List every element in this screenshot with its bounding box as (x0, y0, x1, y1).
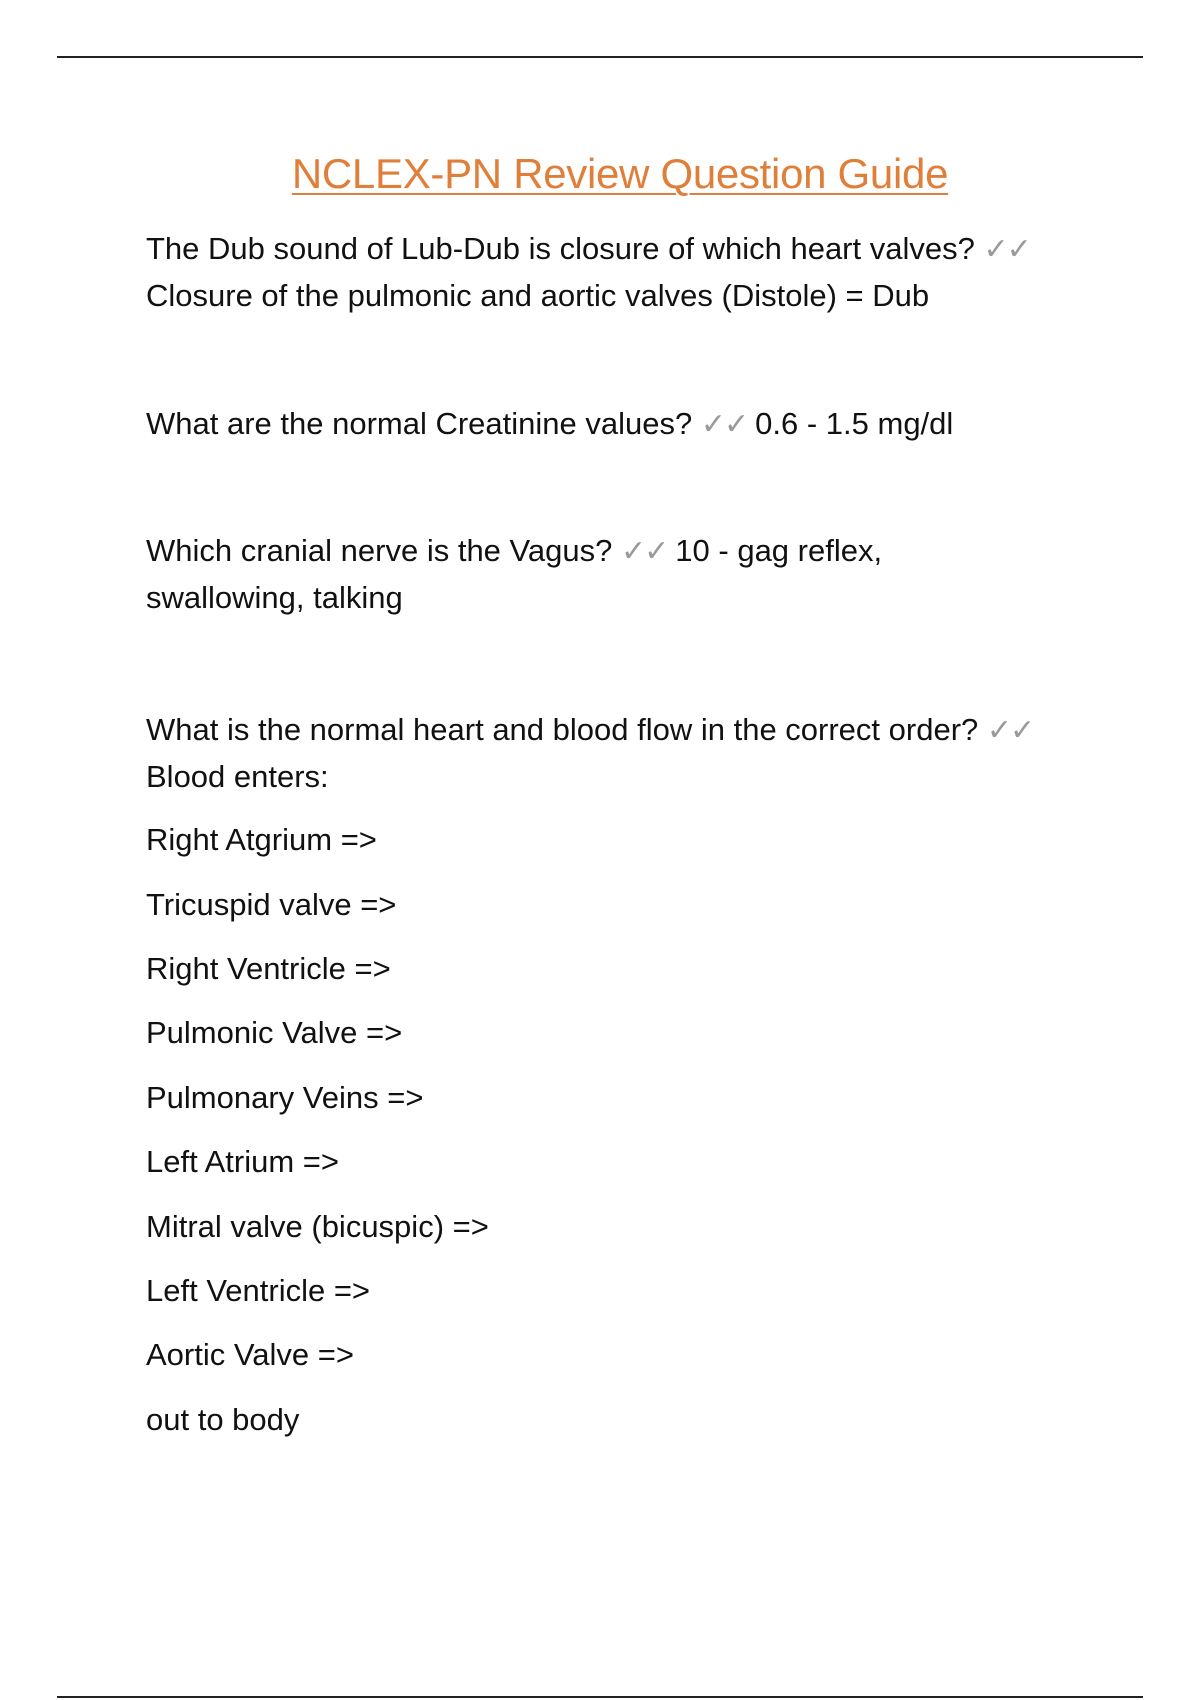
flow-step: Right Ventricle => (146, 951, 391, 986)
page-title: NCLEX-PN Review Question Guide (291, 150, 949, 197)
qa-item-1 (146, 226, 1086, 319)
flow-step: Pulmonary Veins => (146, 1080, 424, 1115)
question-text: What are the normal Creatinine values? (146, 406, 693, 441)
answer-text: Blood enters: (146, 759, 329, 794)
double-check-icon: ✓✓ (983, 232, 1030, 267)
qa-item-2 (146, 401, 1086, 448)
double-check-icon: ✓✓ (700, 407, 748, 442)
qa-item-3 (146, 528, 966, 621)
flow-step: out to body (146, 1402, 300, 1437)
flow-step: Left Atrium => (146, 1144, 339, 1179)
flow-step: Pulmonic Valve => (146, 1015, 403, 1050)
footer-rule (57, 1696, 1143, 1698)
answer-text: Closure of the pulmonic and aortic valves (Distole) = Dub (146, 278, 930, 313)
header-rule (57, 56, 1143, 58)
double-check-icon: ✓✓ (986, 713, 1034, 748)
question-text: The Dub sound of Lub-Dub is closure of which heart valves? (146, 231, 975, 266)
flow-step: Right Atgrium => (146, 822, 377, 857)
flow-step: Tricuspid valve => (146, 887, 397, 922)
answer-text: 0.6 - 1.5 mg/dl (755, 406, 954, 441)
flow-step: Left Ventricle => (146, 1273, 371, 1308)
flow-step: Mitral valve (bicuspic) => (146, 1209, 489, 1244)
question-text: Which cranial nerve is the Vagus? (146, 533, 613, 568)
answer-text: 10 - gag reflex, swallowing, talking (146, 533, 883, 615)
flow-step: Aortic Valve => (146, 1337, 354, 1372)
double-check-icon: ✓✓ (621, 534, 668, 569)
question-text: What is the normal heart and blood flow in the correct order? (146, 712, 979, 747)
qa-item-4 (146, 707, 1086, 800)
